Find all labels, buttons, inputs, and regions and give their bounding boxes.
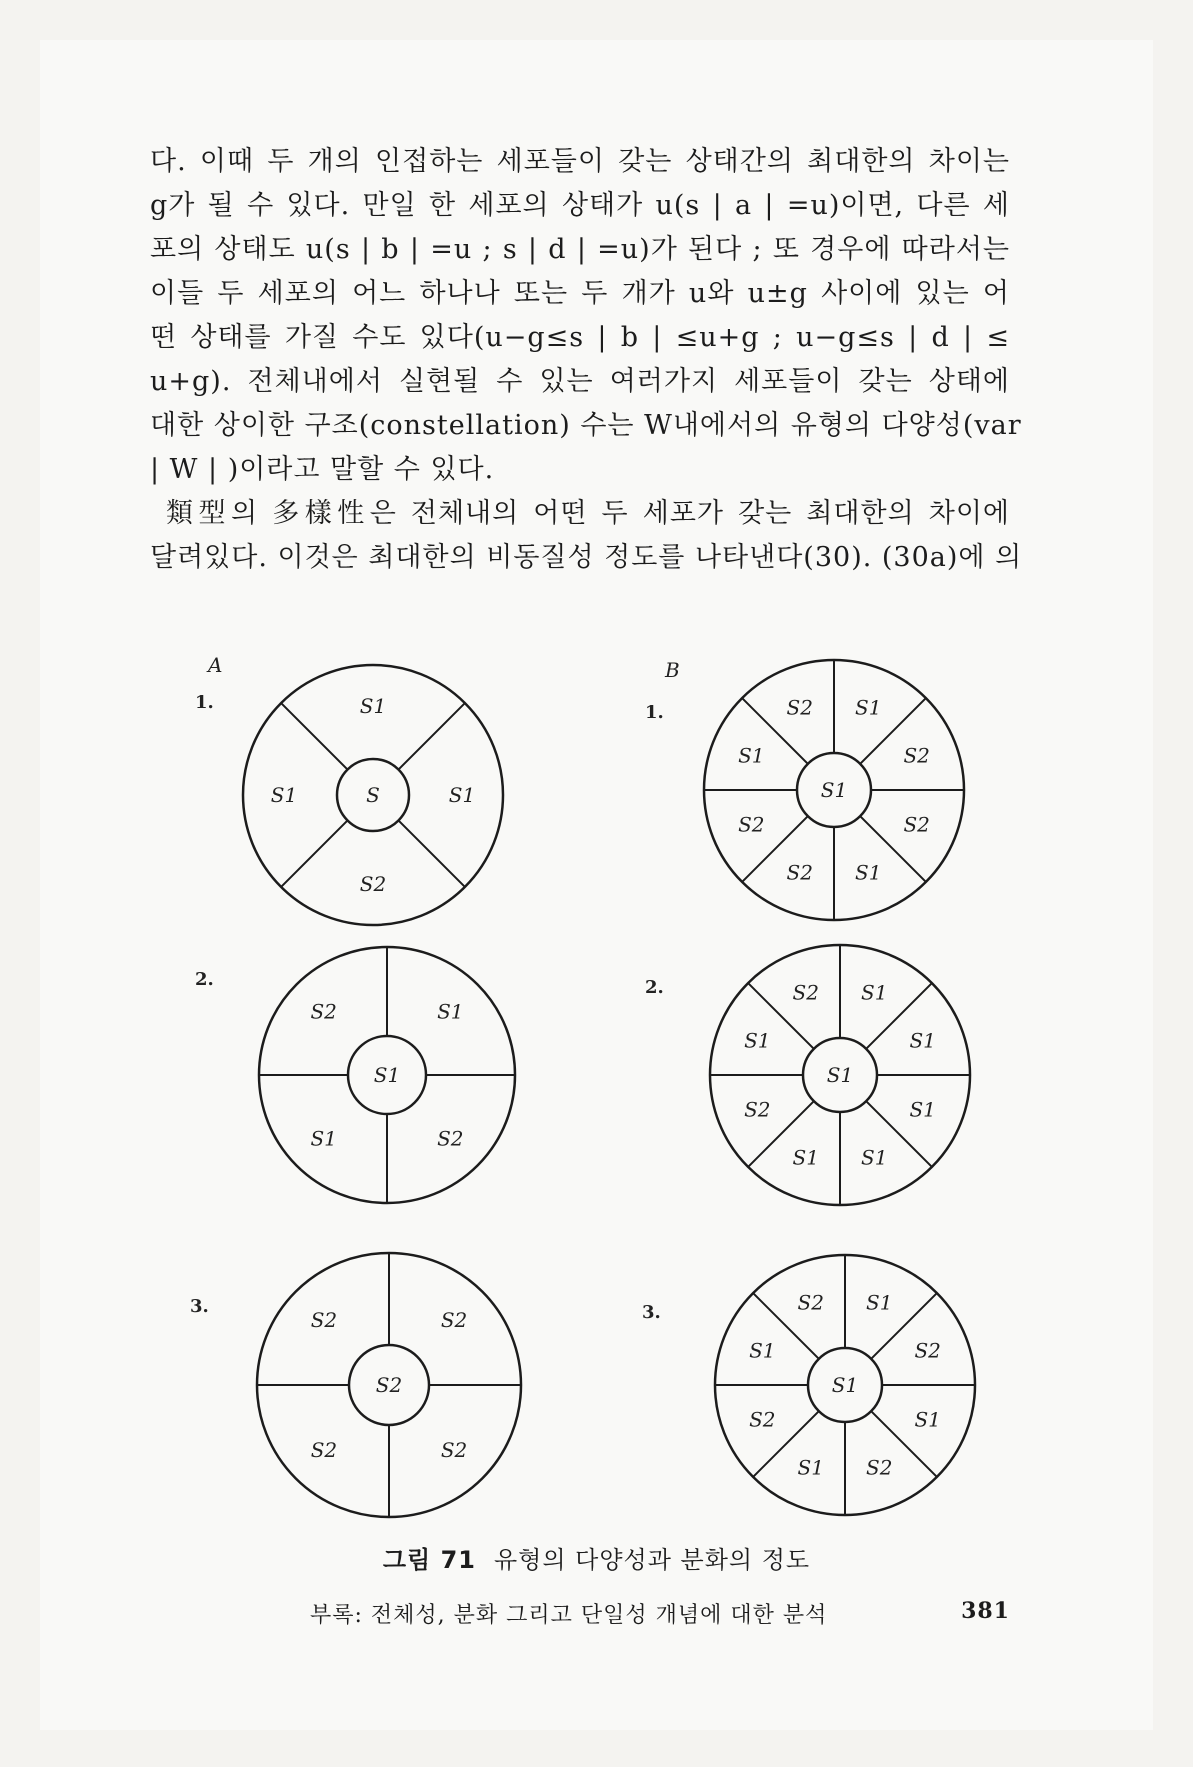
circle-diagram-b3 [715, 1255, 975, 1515]
body-line: 떤 상태를 가질 수도 있다(u−g≤s | b | ≤u+g ; u−g≤s | d | ≤ [150, 322, 1010, 353]
sector-cell-label: S1 [738, 743, 765, 768]
sector-cell-label: S1 [855, 695, 882, 720]
body-line: 다. 이때 두 개의 인접하는 세포들이 갖는 상태간의 최대한의 차이는 [150, 146, 1010, 177]
sector-cell-label: S2 [310, 1307, 338, 1332]
sector-cell-label: S1 [749, 1338, 776, 1363]
column-b-label: B [665, 658, 680, 682]
sector-cell-label: S2 [437, 1126, 464, 1151]
row-label-a1: 1. [195, 692, 214, 713]
sector-cell-label: S2 [738, 812, 765, 837]
sector-cell-label: S1 [797, 1455, 824, 1480]
sector-divider [281, 820, 347, 886]
sector-cell-label: S2 [310, 999, 337, 1024]
sector-cell-label: S1 [437, 999, 464, 1024]
sector-cell-label: S2 [903, 812, 930, 837]
body-line: 이들 두 세포의 어느 하나나 또는 두 개가 u와 u±g 사이에 있는 어 [150, 278, 1010, 309]
body-line: g가 될 수 있다. 만일 한 세포의 상태가 u(s | a | =u)이면, 다른 세 [150, 190, 1010, 221]
circle-diagram-a3 [257, 1253, 521, 1517]
sector-divider [398, 820, 464, 886]
sector-cell-label: S2 [792, 980, 819, 1005]
running-footer [310, 1598, 1010, 1629]
caption-title: 유형의 다양성과 분화의 정도 [494, 1546, 811, 1574]
body-line: 포의 상태도 u(s | b | =u ; s | d | =u)가 된다 ; 또 경우에 따라서는 [150, 234, 1010, 265]
center-cell-label: S1 [831, 1373, 859, 1397]
sector-cell-label: S2 [866, 1455, 893, 1480]
sector-cell-label: S2 [903, 743, 930, 768]
sector-cell-label: S1 [861, 980, 888, 1005]
sector-cell-label: S1 [744, 1028, 771, 1053]
sector-cell-label: S2 [440, 1438, 468, 1463]
center-cell-label: S2 [375, 1373, 403, 1397]
sector-cell-label: S1 [914, 1407, 941, 1432]
sector-cell-label: S2 [797, 1290, 824, 1315]
sector-cell-label: S2 [786, 695, 813, 720]
row-label-b2: 2. [645, 977, 664, 998]
figure-caption [0, 1540, 1193, 1575]
center-cell-label: S1 [373, 1063, 401, 1087]
sector-divider [398, 703, 464, 769]
sector-cell-label: S2 [744, 1097, 771, 1122]
body-line: | W | )이라고 말할 수 있다. [150, 454, 495, 485]
sector-cell-label: S2 [749, 1407, 776, 1432]
sector-cell-label: S1 [855, 860, 882, 885]
sector-cell-label: S2 [359, 872, 387, 896]
body-line: u+g). 전체내에서 실현될 수 있는 여러가지 세포들이 갖는 상태에 [150, 366, 1010, 397]
sector-cell-label: S1 [270, 783, 298, 807]
sector-cell-label: S2 [786, 860, 813, 885]
row-label-a3: 3. [190, 1296, 209, 1317]
sector-cell-label: S1 [448, 783, 476, 807]
row-label-b3: 3. [642, 1302, 661, 1323]
circle-diagram-b2 [710, 945, 970, 1205]
sector-cell-label: S1 [861, 1145, 888, 1170]
sector-divider [281, 703, 347, 769]
body-line: 달려있다. 이것은 최대한의 비동질성 정도를 나타낸다(30). (30a)에 의 [150, 542, 1023, 573]
page-number: 381 [961, 1598, 1010, 1624]
sector-cell-label: S1 [359, 694, 387, 718]
center-cell-label: S1 [820, 778, 848, 802]
sector-cell-label: S1 [310, 1126, 337, 1151]
caption-number: 그림 71 [382, 1546, 476, 1574]
row-label-b1: 1. [645, 702, 664, 723]
row-label-a2: 2. [195, 969, 214, 990]
sector-cell-label: S1 [909, 1097, 936, 1122]
circle-diagram-a2 [259, 947, 515, 1203]
sector-cell-label: S2 [440, 1307, 468, 1332]
sector-cell-label: S1 [866, 1290, 893, 1315]
circle-diagram-a1 [243, 665, 503, 925]
sector-cell-label: S1 [909, 1028, 936, 1053]
sector-cell-label: S2 [914, 1338, 941, 1363]
body-line: 類型의 多樣性은 전체내의 어떤 두 세포가 갖는 최대한의 차이에 [166, 498, 1010, 529]
column-a-label: A [208, 653, 223, 677]
center-cell-label: S [366, 783, 380, 807]
center-cell-label: S1 [826, 1063, 854, 1087]
running-head: 부록: 전체성, 분화 그리고 단일성 개념에 대한 분석 [310, 1603, 828, 1628]
circle-diagram-b1 [704, 660, 964, 920]
sector-cell-label: S2 [310, 1438, 338, 1463]
body-line: 대한 상이한 구조(constellation) 수는 W내에서의 유형의 다양성(var [150, 410, 1022, 441]
sector-cell-label: S1 [792, 1145, 819, 1170]
